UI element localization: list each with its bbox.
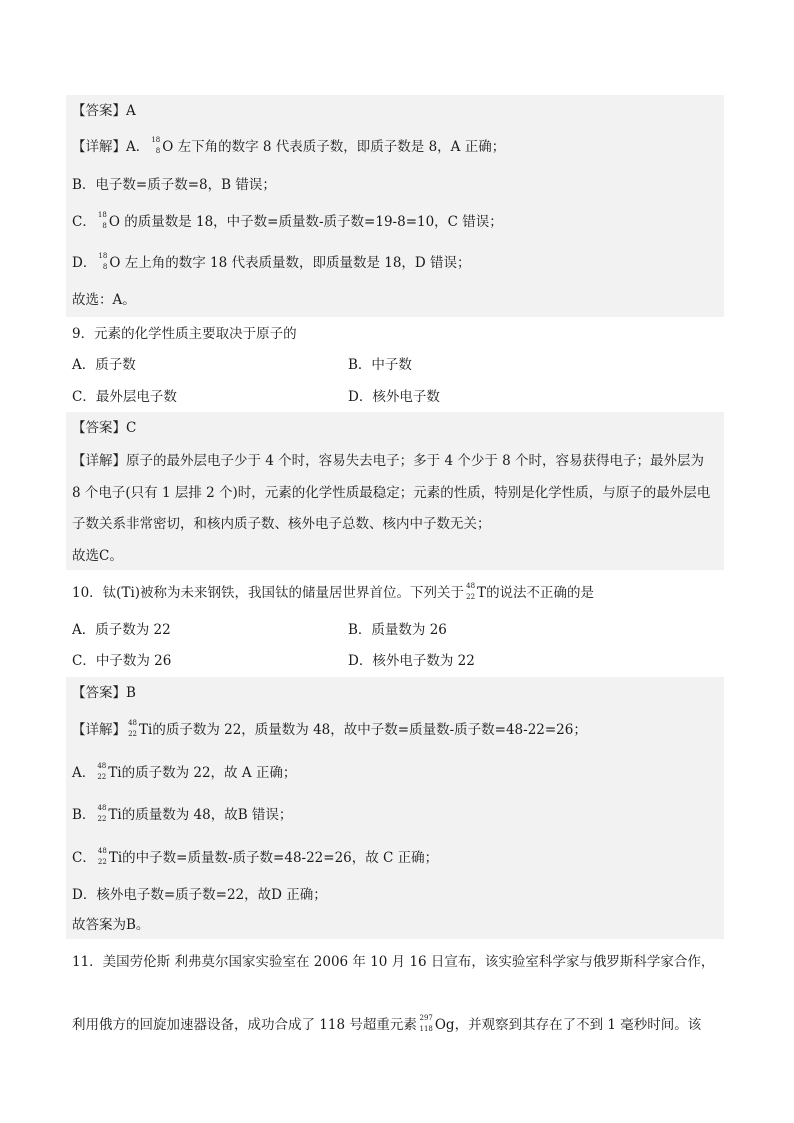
q8-answer: 【答案】A	[72, 103, 136, 119]
q10-option-a: A．质子数为 22	[72, 622, 171, 638]
q10-detail-text: 的质子数为 22，质量数为 48，故中子数=质量数-质子数=48-22=26；	[152, 722, 587, 738]
q11-line1: 11．美国劳伦斯 利弗莫尔国家实验室在 2006 年 10 月 16 日宣布，该实验室科学家与俄罗斯科学家合作，	[72, 954, 715, 970]
element-symbol: O	[109, 255, 121, 271]
isotope-notation: 18 8	[98, 252, 108, 271]
element-symbol: O	[108, 214, 120, 230]
q10-stem-suffix: 的说法不正确的是	[486, 585, 595, 601]
q8-detail-d-text: 左上角的数字 18 代表质量数，即质量数是 18，D 错误；	[120, 255, 471, 271]
q10-stem	[72, 583, 594, 603]
q10-option-c: C．中子数为 26	[72, 653, 172, 669]
q10-detail-a-prefix: A．	[72, 765, 96, 781]
q8-detail-d-prefix: D．	[72, 255, 97, 271]
element-symbol: Og	[434, 1017, 455, 1033]
q10-detail-c-prefix: C．	[72, 850, 96, 866]
element-symbol: Ti	[108, 765, 122, 781]
isotope-notation: 297 118	[419, 1014, 433, 1033]
q8-detail-a-text: 左下角的数字 8 代表质子数，即质子数是 8，A 正确；	[173, 139, 506, 155]
q8-detail-d	[72, 253, 471, 273]
isotope-notation: 18 8	[97, 211, 107, 230]
q8-detail-c-prefix: C．	[72, 214, 96, 230]
element-symbol: O	[162, 139, 174, 155]
q10-detail-a	[72, 763, 296, 783]
q10-detail-b-text: 的质量数为 48，故B 错误；	[121, 807, 293, 823]
q8-detail-c	[72, 212, 503, 232]
q10-conclusion: 故答案为B。	[72, 917, 150, 933]
q9-stem: 9．元素的化学性质主要取决于原子的	[72, 326, 297, 342]
q10-detail-b	[72, 805, 292, 825]
q11-line2	[72, 1015, 701, 1035]
isotope-notation: 48 22	[97, 762, 107, 781]
isotope-notation: 18 8	[151, 136, 161, 155]
q11-line2-suffix: ，并观察到其存在了不到 1 毫秒时间。该	[454, 1017, 702, 1033]
q10-option-d: D．核外电子数为 22	[348, 653, 475, 669]
q10-detail-prefix: 【详解】	[72, 722, 126, 738]
answer-block-q8	[66, 95, 724, 317]
q8-detail-a	[72, 137, 505, 157]
q11-line2-text: 利用俄方的回旋加速器设备，成功合成了 118 号超重元素	[72, 1017, 417, 1033]
q10-detail-c	[72, 848, 438, 868]
q9-detail-line3: 子数关系非常密切，和核内质子数、核外电子总数、核内中子数无关；	[72, 516, 491, 532]
q8-detail-prefix: 【详解】A．	[72, 139, 150, 155]
q10-detail-a-text: 的质子数为 22，故 A 正确；	[121, 765, 297, 781]
element-symbol: Ti	[139, 722, 153, 738]
q8-detail-b: B．电子数=质子数=8，B 错误；	[72, 177, 276, 193]
q10-detail-c-text: 的中子数=质量数-质子数=48-22=26，故 C 正确；	[122, 850, 439, 866]
isotope-notation: 48 22	[97, 847, 107, 866]
element-symbol: T	[477, 585, 487, 601]
element-symbol: Ti	[108, 807, 122, 823]
q9-option-c: C．最外层电子数	[72, 389, 177, 405]
q9-option-d: D．核外电子数	[348, 389, 440, 405]
isotope-notation: 48 22	[97, 804, 107, 823]
q9-option-a: A．质子数	[72, 357, 136, 373]
q8-conclusion: 故选：A。	[72, 292, 136, 308]
q9-detail-line2: 8 个电子(只有 1 层排 2 个)时，元素的化学性质最稳定；元素的性质，特别是化学性质，与原子的最外层电	[72, 485, 711, 501]
element-symbol: Ti	[108, 850, 123, 866]
q10-detail-d: D．核外电子数=质子数=22，故D 正确；	[72, 887, 327, 903]
q10-detail-b-prefix: B．	[72, 807, 96, 823]
q8-detail-c-text: 的质量数是 18，中子数=质量数-质子数=19-8=10，C 错误；	[119, 214, 503, 230]
q10-answer: 【答案】B	[72, 685, 136, 701]
q9-option-b: B．中子数	[348, 357, 412, 373]
q9-answer: 【答案】C	[72, 420, 137, 436]
isotope-notation: 48 22	[466, 582, 476, 601]
q10-stem-text: 10．钛(Ti)被称为未来钢铁，我国钛的储量居世界首位。下列关于	[72, 585, 465, 601]
q10-option-b: B．质量数为 26	[348, 622, 447, 638]
isotope-notation: 48 22	[128, 719, 137, 738]
q10-detail	[72, 720, 587, 740]
q9-conclusion: 故选C。	[72, 548, 123, 564]
q9-detail-line1: 【详解】原子的最外层电子少于 4 个时，容易失去电子；多于 4 个少于 8 个时，容易获得电子；最外层为	[72, 453, 705, 469]
